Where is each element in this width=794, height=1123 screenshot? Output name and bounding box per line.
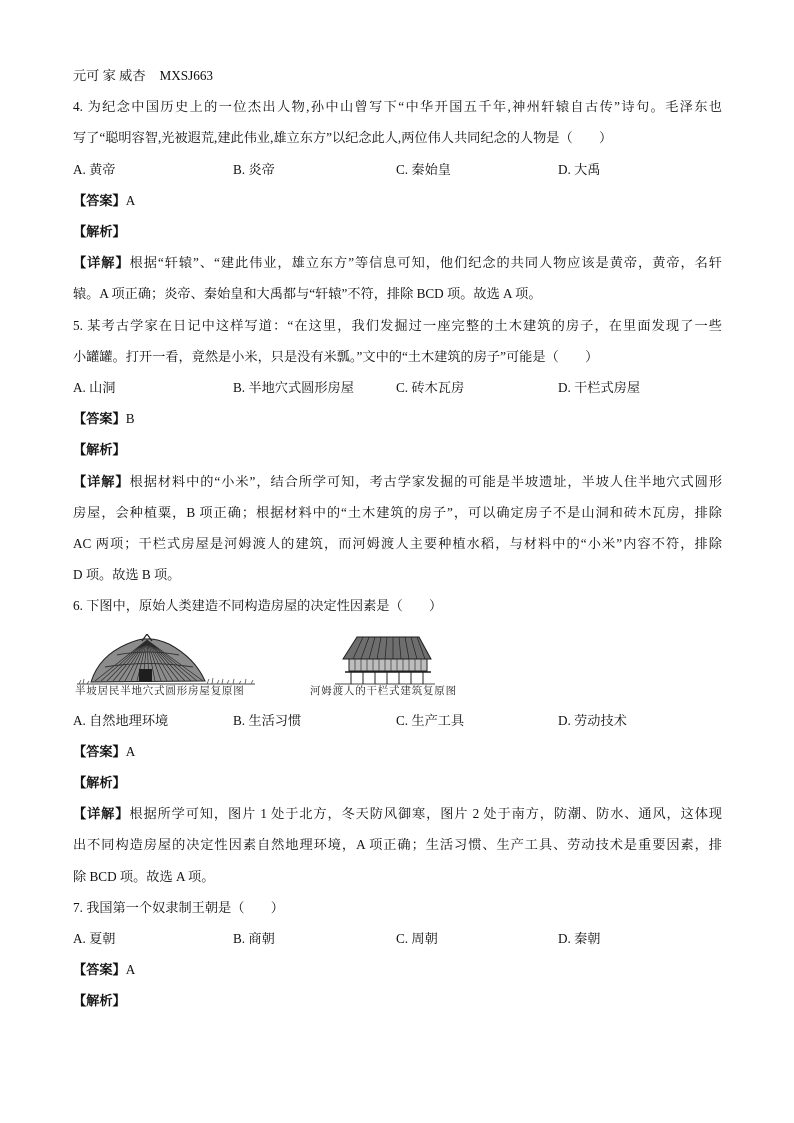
header-code: MXSJ663 [159,68,214,83]
question-stem-line: 7. 我国第一个奴隶制王朝是（ ） [73,899,284,915]
options-row [73,372,722,403]
answer-line [73,736,722,767]
detail-text: 根据所学可知，图片 1 处于北方，冬天防风御寒，图片 2 处于南方，防潮、防水、通风，这体现 [129,806,722,822]
detail-line [73,798,722,829]
options-row [73,154,722,185]
detail-line: D 项。故选 B 项。 [73,567,181,583]
answer-value: A [125,192,136,208]
detail-label: 【详解】 [73,806,130,822]
figure-caption: 河姆渡人的干栏式建筑复原图 [310,685,457,697]
header-mark: 元可 家 威杏 [73,68,146,83]
answer-line [73,185,722,216]
detail-text: 根据“轩辕”、“建此伟业，雄立东方”等信息可知，他们纪念的共同人物应该是黄帝，黄帝，名轩 [129,255,722,271]
detail-label: 【详解】 [73,255,130,271]
detail-line [73,247,722,278]
figure-caption: 半坡居民半地穴式圆形房屋复原图 [75,685,245,697]
option-b: B. 炎帝 [233,161,275,177]
question-4 [73,91,722,309]
options-row [73,923,722,954]
answer-label: 【答案】 [73,743,126,759]
question-stem-line: 写了“聪明容智,光被遐荒,建此伟业,雄立东方”以纪念此人,两位伟人共同纪念的人物是（ ） [73,130,613,146]
figure-row [73,622,722,705]
options-row [73,705,722,736]
option-b: B. 半地穴式圆形房屋 [233,380,354,396]
question-7 [73,892,722,1017]
hemudu-stilt-house-illustration [335,633,435,689]
option-c: C. 周朝 [396,931,438,947]
option-a: A. 黄帝 [73,161,116,177]
option-c: C. 砖木瓦房 [396,380,465,396]
option-d: D. 劳动技术 [558,712,627,728]
option-c: C. 生产工具 [396,712,465,728]
answer-label: 【答案】 [73,962,126,978]
option-d: D. 干栏式房屋 [558,380,641,396]
answer-value: B [125,411,135,427]
analysis-label: 【解析】 [73,442,126,458]
option-d: D. 大禹 [558,161,601,177]
answer-label: 【答案】 [73,192,126,208]
question-stem-line: 4. 为纪念中国历史上的一位杰出人物,孙中山曾写下“中华开国五千年,神州轩辕自古传”诗句。毛泽东也 [73,99,722,115]
banpo-round-house-illustration [77,634,257,690]
question-5 [73,310,722,591]
answer-line [73,954,722,985]
page-header [73,60,722,91]
answer-line [73,403,722,434]
analysis-label: 【解析】 [73,775,126,791]
detail-line: 房屋，会种植粟，B 项正确；根据材料中的“土木建筑的房子”，可以确定房子不是山洞和砖木瓦房，排除 [73,504,722,520]
detail-label: 【详解】 [73,473,130,489]
analysis-label: 【解析】 [73,993,126,1009]
question-stem-line: 小罐罐。打开一看，竟然是小米，只是没有米瓢。”文中的“土木建筑的房子”可能是（ ） [73,348,599,364]
detail-text: 根据材料中的“小米”，结合所学可知，考古学家发掘的可能是半坡遗址，半坡人住半地穴式圆形 [129,473,723,489]
detail-line: 辕。A 项正确；炎帝、秦始皇和大禹都与“轩辕”不符，排除 BCD 项。故选 A 项。 [73,286,542,302]
question-stem-line: 5. 某考古学家在日记中这样写道：“在这里，我们发掘过一座完整的土木建筑的房子，在里面发现了一些 [73,317,722,333]
analysis-label: 【解析】 [73,224,126,239]
option-b: B. 商朝 [233,931,275,947]
option-a: A. 山洞 [73,380,116,396]
detail-line: AC 两项；干栏式房屋是河姆渡人的建筑，而河姆渡人主要种植水稻，与材料中的“小米”内容不符，排除 [73,536,722,552]
question-stem-line: 6. 下图中，原始人类建造不同构造房屋的决定性因素是（ ） [73,598,443,614]
question-6 [73,590,722,891]
option-c: C. 秦始皇 [396,161,451,177]
detail-line: 除 BCD 项。故选 A 项。 [73,868,215,884]
option-a: A. 自然地理环境 [73,712,169,728]
answer-value: A [125,743,136,759]
answer-value: A [125,962,136,978]
detail-line [73,466,722,497]
option-d: D. 秦朝 [558,931,601,947]
answer-label: 【答案】 [73,411,126,427]
option-b: B. 生活习惯 [233,712,302,728]
option-a: A. 夏朝 [73,931,116,947]
detail-line: 出不同构造房屋的决定性因素自然地理环境，A 项正确；生活习惯、生产工具、劳动技术是重要因素，排 [73,837,722,853]
document-body [73,60,722,1017]
